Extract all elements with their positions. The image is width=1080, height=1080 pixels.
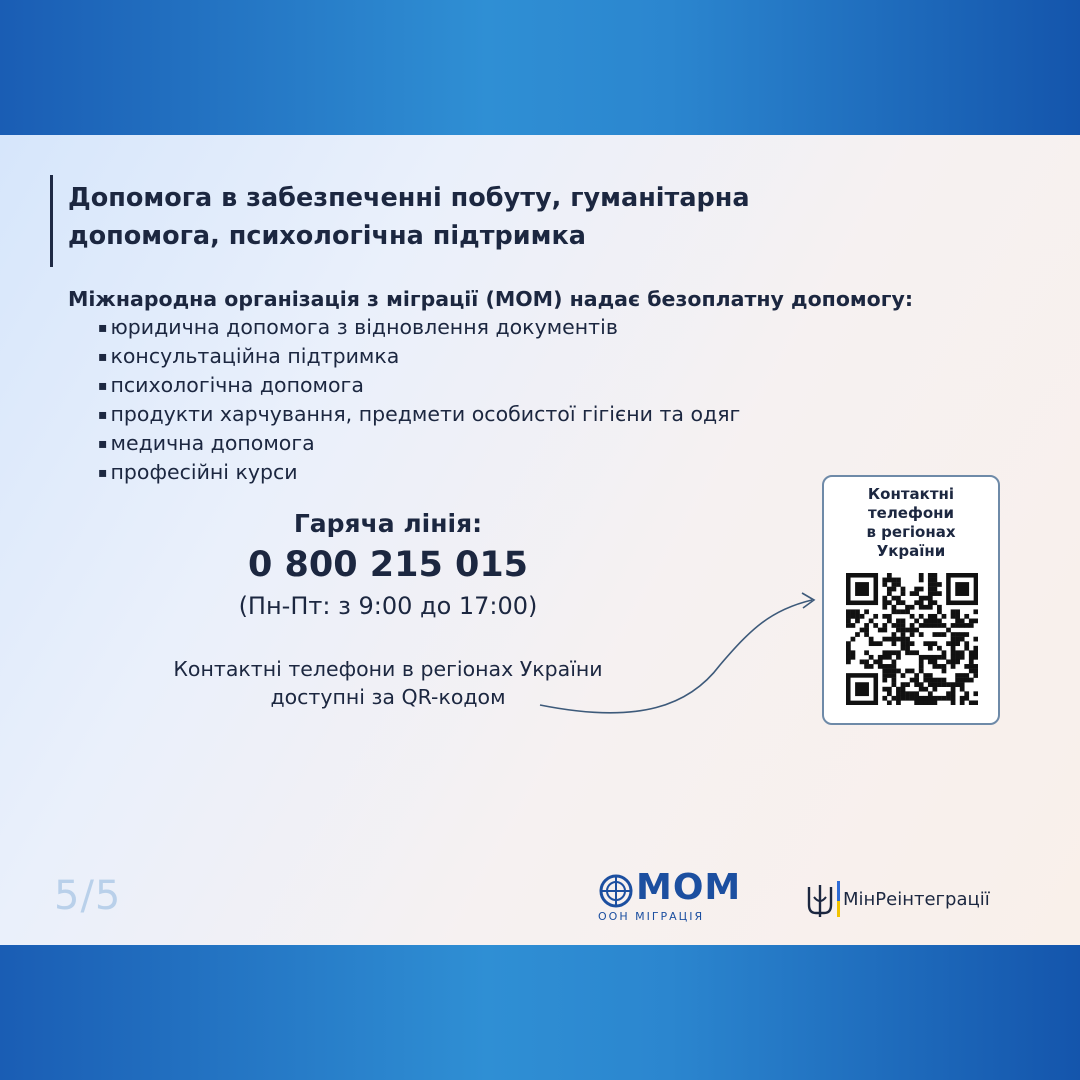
hotline-label: Гаряча лінія: <box>293 509 483 538</box>
page-counter: 5/5 <box>54 873 122 919</box>
qr-card-title-line: Контактні <box>867 485 955 503</box>
hotline-hours: (Пн-Пт: з 9:00 до 17:00) <box>238 592 538 620</box>
service-item: ▪ продукти харчування, предмети особистої гігієни та одяг <box>98 400 740 429</box>
title-line-2: допомога, психологічна підтримка <box>68 221 586 251</box>
iom-subtitle: ООН МІГРАЦІЯ <box>598 910 705 923</box>
service-item: ▪ медична допомога <box>98 429 740 458</box>
qr-code-icon[interactable] <box>846 573 978 705</box>
qr-card-title-line: в регіонах <box>866 523 956 541</box>
service-item: ▪ психологічна допомога <box>98 371 740 400</box>
un-emblem-icon <box>598 873 634 909</box>
ministry-logo <box>805 881 1035 921</box>
qr-card-title-line: телефони <box>867 504 955 522</box>
ministry-name: МінРеінтеграції <box>843 889 990 910</box>
hotline-number[interactable]: 0 800 215 015 <box>247 545 529 585</box>
service-item: ▪ професійні курси <box>98 458 740 487</box>
top-blue-band <box>0 0 1080 135</box>
bottom-blue-band <box>0 945 1080 1080</box>
title-line-1: Допомога в забезпеченні побуту, гуманітарна <box>68 183 750 213</box>
iom-logo <box>598 867 748 923</box>
trident-icon <box>805 883 835 919</box>
qr-card[interactable] <box>822 475 1000 725</box>
qr-note-line-1: Контактні телефони в регіонах України <box>173 657 603 681</box>
service-item: ▪ юридична допомога з відновлення документів <box>98 313 740 342</box>
qr-note-line-2: доступні за QR-кодом <box>270 685 506 709</box>
service-item: ▪ консультаційна підтримка <box>98 342 740 371</box>
qr-card-title <box>824 485 998 561</box>
ministry-yellow-stripe <box>837 901 840 917</box>
intro-text: Міжнародна організація з міграції (МОМ) надає безоплатну допомогу: <box>68 287 914 311</box>
iom-name: МОМ <box>636 867 742 908</box>
qr-card-title-line: України <box>876 542 946 560</box>
info-card <box>0 135 1080 945</box>
